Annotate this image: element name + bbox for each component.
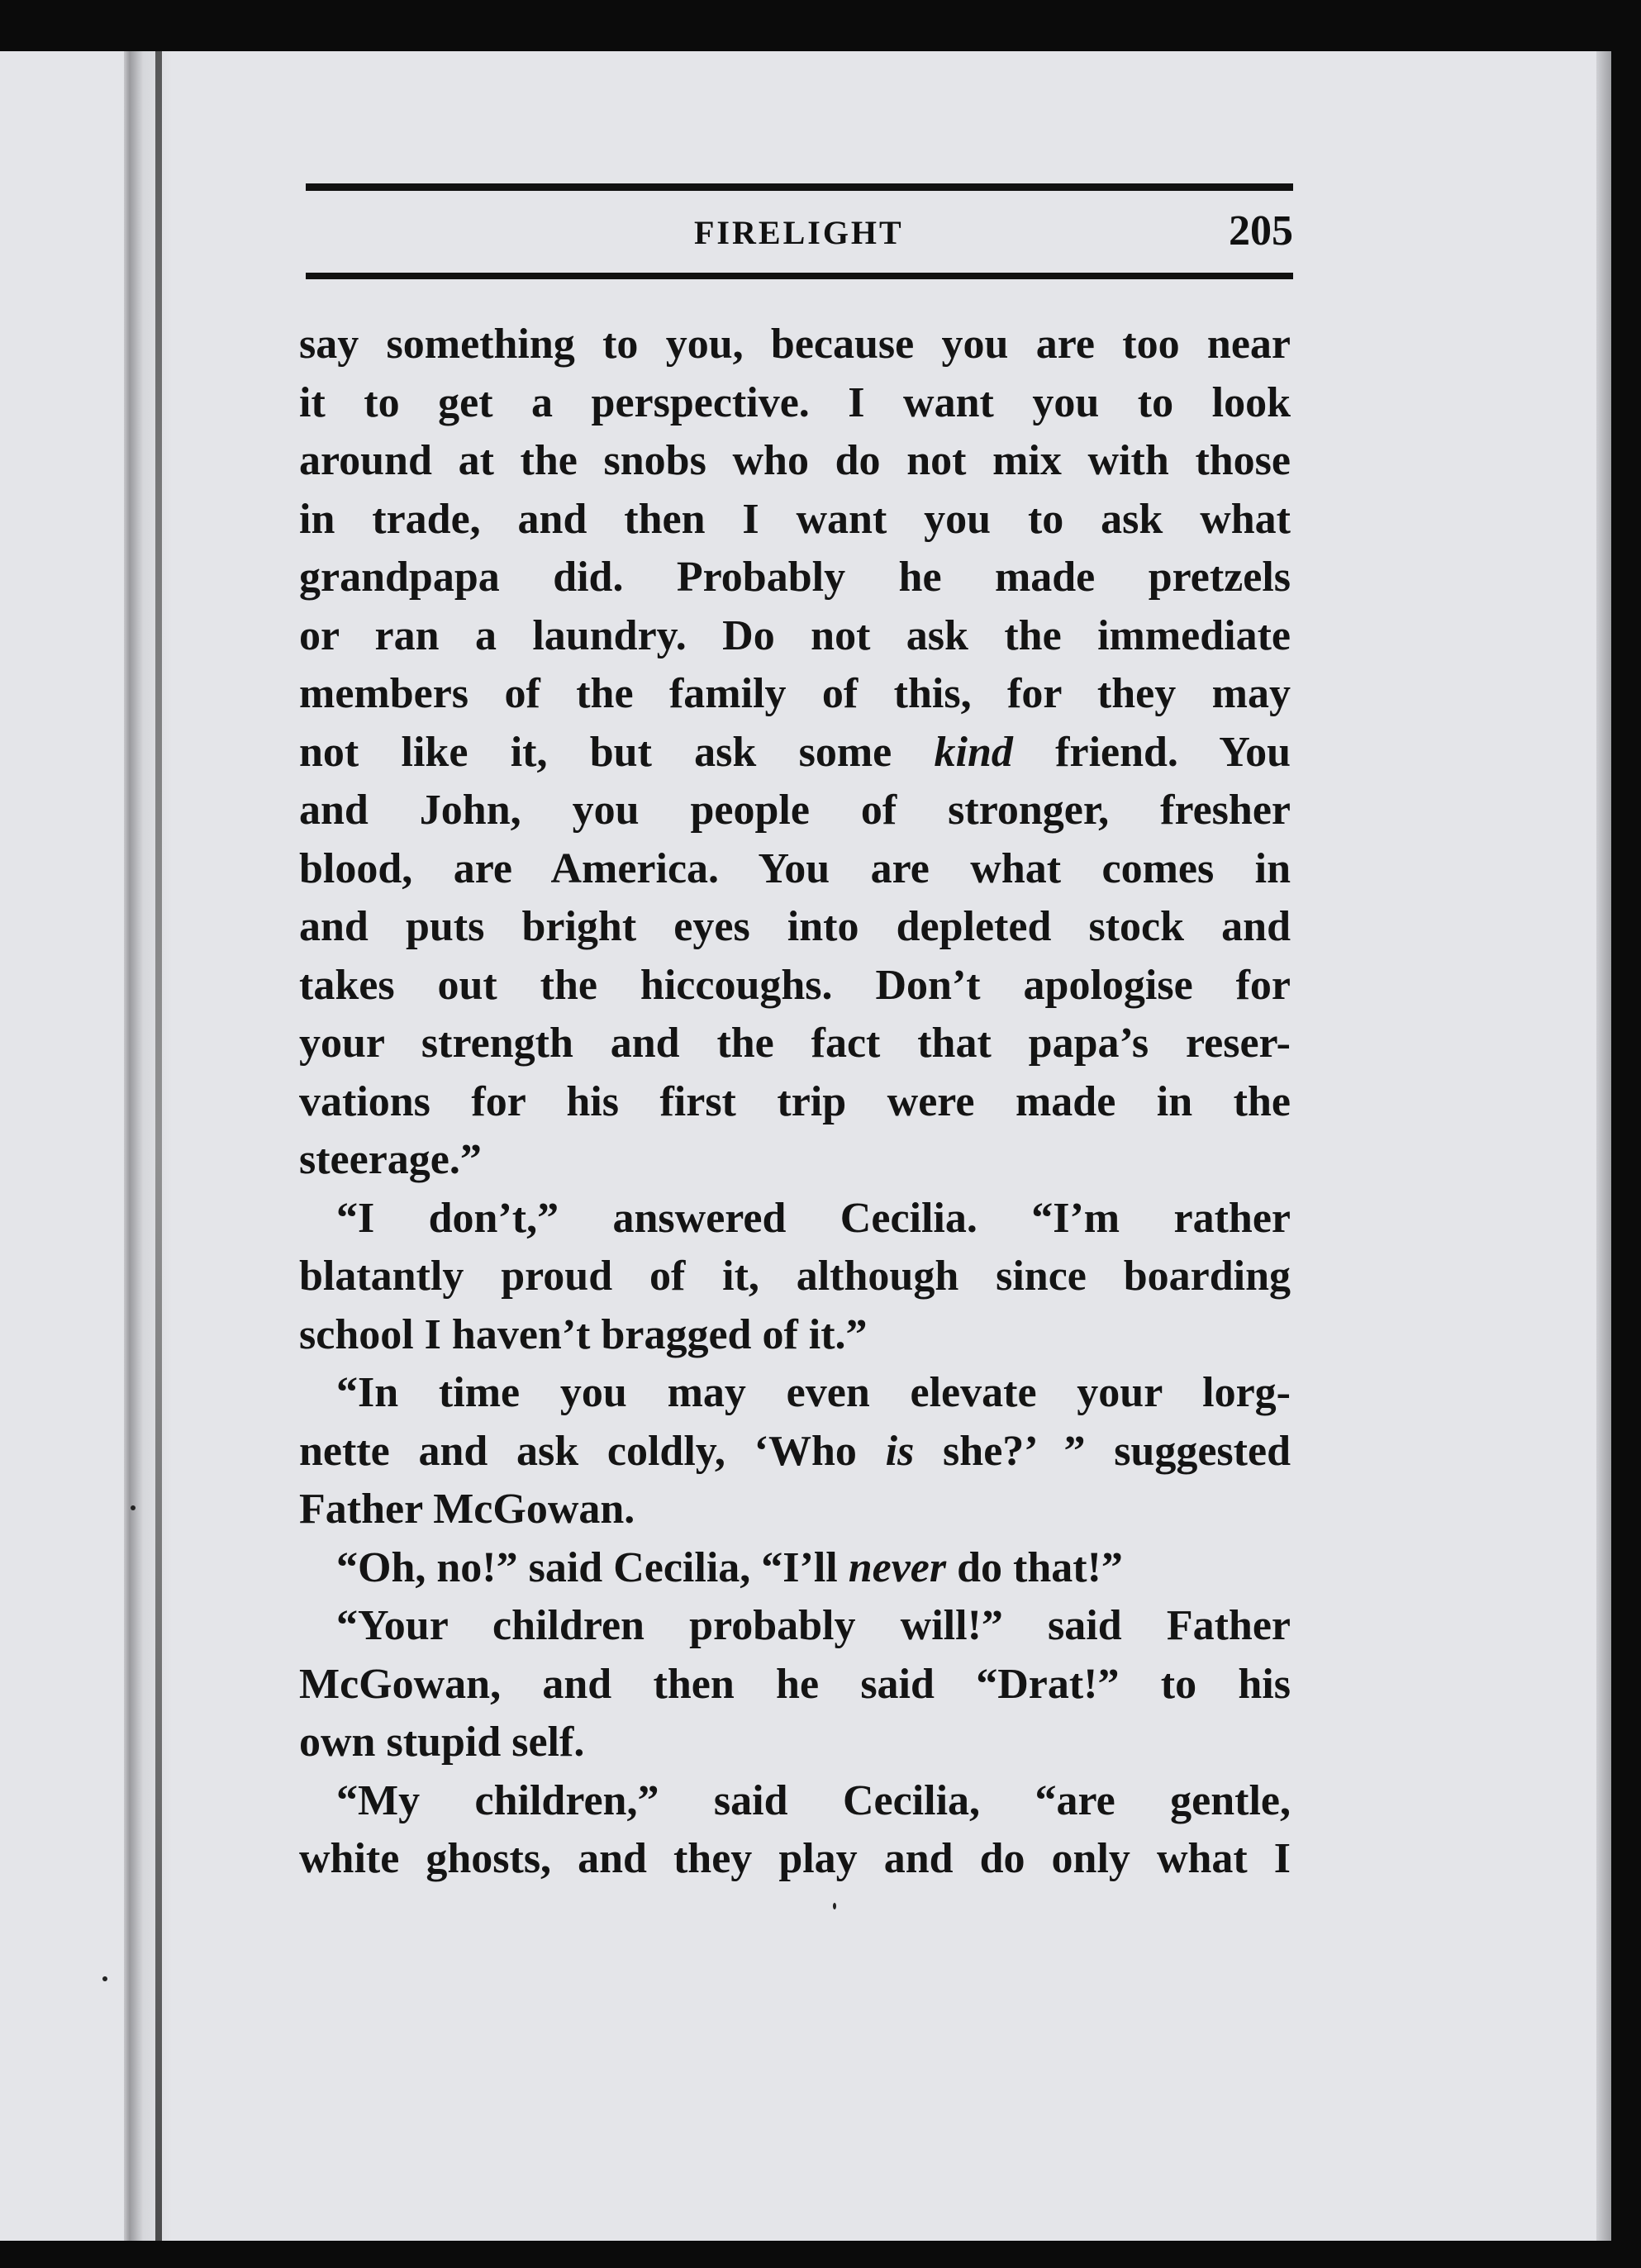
page-number: 205 [1229,207,1293,254]
emphasis-text: kind [934,728,1013,776]
text-line [299,1539,1291,1598]
text-line: your strength and the fact that papa’s reser- [299,1020,1291,1067]
text-line: vations for his first trip were made in the [299,1077,1291,1125]
text-line: McGowan, and then he said “Drat!” to his [299,1660,1291,1708]
text-line: school I haven’t bragged of it.” [299,1310,868,1358]
text-line: “Your children probably will!” said Father [336,1602,1291,1649]
text-line: “In time you may even elevate your lorg- [336,1369,1291,1416]
text-line: steerage.” [299,1136,482,1183]
text-run: nette and ask coldly, ‘Who [299,1427,886,1475]
emphasis-text: never [848,1543,947,1591]
text-run: “Oh, no!” said Cecilia, “I’ll [336,1543,849,1591]
text-run: not like it, but ask some [299,728,935,776]
running-head-title: FIRELIGHT [694,214,904,251]
text-line: and John, you people of stronger, fresher [299,787,1291,834]
scan-speck [102,1976,107,1981]
text-run: she?’ ” suggested [914,1427,1291,1475]
text-line: say something to you, because you are too near [299,321,1291,368]
text-line: “My children,” said Cecilia, “are gentle, [336,1776,1291,1824]
text-line: blatantly proud of it, although since boarding [299,1253,1291,1300]
text-line: around at the snobs who do not mix with those [299,437,1291,484]
text-line: it to get a perspective. I want you to look [299,378,1291,426]
text-line: white ghosts, and they play and do only what I [299,1835,1291,1882]
text-line: “I don’t,” answered Cecilia. “I’m rather [336,1194,1291,1242]
header-rule-bottom [306,273,1293,279]
emphasis-text: is [885,1427,915,1475]
gutter-shadow [155,51,162,2241]
page-right-edge [1596,51,1611,2241]
text-line [299,1423,1291,1481]
text-line: or ran a laundry. Do not ask the immediate [299,611,1291,659]
body-text [299,316,1291,1889]
text-line: blood, are America. You are what comes in [299,844,1291,892]
running-head [306,207,1293,261]
text-line: members of the family of this, for they may [299,670,1291,717]
text-run: do that!” [946,1543,1123,1591]
text-line [299,724,1291,782]
text-run: friend. You [1012,728,1291,776]
text-line: and puts bright eyes into depleted stock and [299,903,1291,950]
scan-speck [833,1903,836,1909]
text-line: grandpapa did. Probably he made pretzels [299,554,1291,601]
header-rule-top [306,183,1293,191]
text-line: takes out the hiccoughs. Don’t apologise for [299,961,1291,1009]
text-line: own stupid self. [299,1719,585,1766]
scan-speck [131,1505,136,1510]
text-line: Father McGowan. [299,1486,635,1533]
text-line: in trade, and then I want you to ask what [299,495,1291,543]
book-gutter [124,51,172,2241]
